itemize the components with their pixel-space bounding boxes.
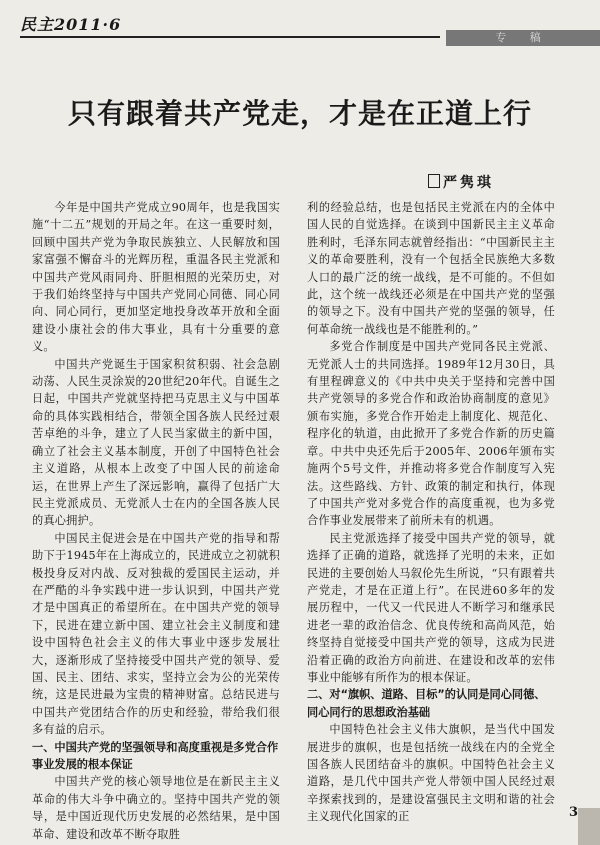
section-tag: 专 稿 (446, 30, 600, 46)
header-rule (20, 36, 440, 38)
paragraph: 多党合作制度是中国共产党同各民主党派、无党派人士的共同选择。1989年12月30日，具有里程碑意义的《中共中央关于坚持和完善中国共产党领导的多党合作和政治协商制度的意见》颁布实施，多党合作开始走上制度化、规范化、程序化的轨道，由此掀开了多党合作新的历史篇章。中共中央还先后于2005年、2006年颁布实施两个5号文件，并推动将多党合作制度写入宪法。这些路线、方针、政策的制定和执行，体现了中国共产党对多党合作的高度重视，也为多党合作事业发展带来了前所未有的机遇。 (307, 340, 555, 528)
paragraph: 中国共产党的核心领导地位是在新民主主义革命的伟大斗争中确立的。坚持中国共产党的领导，是中国近现代历史发展的必然结果，是中国革命、建设和改革不断夺取胜 (32, 775, 280, 841)
paragraph: 中国民主促进会是在中国共产党的指导和帮助下于1945年在上海成立的，民进成立之初就积极投身反对内战、反对独裁的爱国民主运动，并在严酷的斗争实践中进一步认识到，中国共产党才是中国真正的希望所在。在中国共产党的领导下，民进在建立新中国、建立社会主义制度和建设中国特色社会主义的伟大事业中逐步发展壮大，逐渐形成了坚持接受中国共产党的领导、爱国、民主、团结、求实，坚持立会为公的光荣传统，这是民进最为宝贵的精神财富。总结民进与中国共产党团结合作的历史和经验，带给我们很多有益的启示。 (32, 531, 280, 737)
article-title: 只有跟着共产党走，才是在正道上行 (67, 97, 532, 130)
paragraph: 中国特色社会主义伟大旗帜，是当代中国发展进步的旗帜，也是包括统一战线在内的全党全国各族人民团结奋斗的旗帜。中国特色社会主义道路，是几代中国共产党人带领中国人民经过艰辛探索找到的，是建设富强民主文明和谐的社会主义现代化国家的正 (307, 723, 555, 824)
page-header (0, 0, 600, 44)
right-column (307, 199, 555, 827)
author-name: 严隽琪 (443, 175, 494, 191)
section-heading: 一、中国共产党的坚强领导和高度重视是多党合作事业发展的根本保证 (32, 740, 279, 771)
paragraph: 今年是中国共产党成立90周年，也是我国实施“十二五”规划的开局之年。在这一重要时刻，回顾中国共产党为争取民族独立、人民解放和国家富强不懈奋斗的光辉历程，重温各民主党派和中国共产党风雨同舟、肝胆相照的光荣历史，对于我们始终坚持与中国共产党同心同德、同心同向、同心同行，更加坚定地投身改革开放和全面建设小康社会的伟大事业，具有十分重要的意义。 (32, 201, 280, 354)
section-heading: 二、对“旗帜、道路、目标”的认同是同心同德、同心同行的思想政治基础 (307, 688, 546, 719)
author-byline (428, 172, 494, 192)
paragraph: 民主党派选择了接受中国共产党的领导，就选择了正确的道路，就选择了光明的未来，正如民进的主要创始人马叙伦先生所说，“只有跟着共产党走，才是在正道上行”。在民进60多年的发展历程中，一代又一代民进人不断学习和继承民进老一辈的政治信念、优良传统和高尚风范，始终坚持自觉接受中国共产党的领导，这成为民进沿着正确的政治方向前进、在建设和改革的宏伟事业中能够有所作为的根本保证。 (307, 531, 555, 684)
paragraph: 中国共产党诞生于国家积贫积弱、社会急剧动荡、人民生灵涂炭的20世纪20年代。自诞生之日起，中国共产党就坚持把马克思主义与中国革命的具体实践相结合，带领全国各族人民经过艰苦卓绝的斗争，建立了人民当家做主的新中国，确立了社会主义基本制度，开创了中国特色社会主义道路，从根本上改变了中国人民的前途命运，在世界上产生了深远影响，赢得了包括广大民主党派成员、无党派人士在内的全国各族人民的真心拥护。 (32, 357, 280, 528)
page-corner (578, 808, 600, 845)
paragraph: 利的经验总结，也是包括民主党派在内的全体中国人民的自觉选择。在谈到中国新民主主义革命胜利时，毛泽东同志就曾经指出：“中国新民主主义的革命要胜利，没有一个包括全民族绝大多数人口的最广泛的统一战线，是不可能的。不但如此，这个统一战线还必须是在中国共产党的坚强的领导之下。没有中国共产党的坚强的领导，任何革命统一战线也是不能胜利的。” (307, 201, 555, 336)
page-number: 3 (569, 805, 579, 820)
journal-issue: 民主2011·6 (20, 15, 122, 34)
byline-box-icon (428, 174, 440, 188)
left-column (32, 199, 280, 841)
